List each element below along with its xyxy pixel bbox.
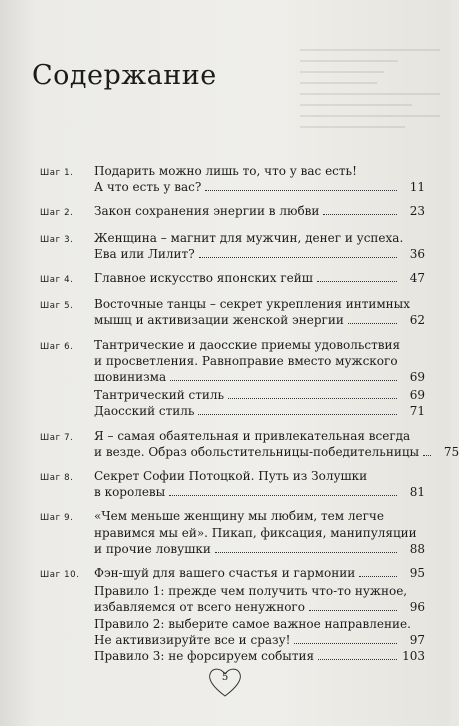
toc-line-text: А что есть у вас? — [94, 180, 202, 195]
toc-line-text: Не активизируйте все и сразу! — [94, 632, 291, 647]
toc-step-label: Шаг 7. — [40, 432, 74, 443]
dot-leader — [199, 257, 397, 258]
toc-entry — [40, 565, 425, 664]
toc-page-number: 11 — [409, 180, 425, 195]
toc-entry-body — [94, 270, 425, 288]
toc-entry — [40, 468, 425, 500]
toc-entry-body — [94, 468, 425, 500]
dot-leader — [198, 414, 397, 415]
toc-entry-body — [94, 163, 425, 195]
toc-subentries — [94, 387, 425, 419]
toc-line — [94, 632, 425, 648]
toc-line — [94, 246, 425, 262]
toc-line-text: Фэн-шуй для вашего счастья и гармонии — [94, 566, 356, 581]
toc-entry-body — [94, 565, 425, 664]
toc-line — [94, 179, 425, 195]
toc-line-text: и просветления. Равноправие вместо мужского — [94, 353, 398, 368]
toc-line-text: Восточные танцы – секрет укрепления интимных — [94, 297, 411, 312]
toc-page-number: 62 — [409, 313, 425, 328]
toc-line-text: Правило 2: выберите самое важное направление. — [94, 616, 411, 631]
toc-line — [94, 468, 425, 484]
toc-line — [94, 312, 425, 328]
page-number-ornament — [207, 665, 243, 699]
toc-line — [94, 484, 425, 500]
toc-line-text: в королевы — [94, 485, 166, 500]
dot-leader — [423, 455, 431, 456]
toc-line-text: Ева или Лилит? — [94, 246, 195, 261]
dot-leader — [205, 190, 397, 191]
toc-page-number: 23 — [409, 204, 425, 219]
toc-line — [94, 270, 425, 286]
toc-page-number: 75 — [443, 444, 459, 459]
toc-page-number: 103 — [402, 649, 425, 664]
toc-page-number: 71 — [409, 404, 425, 419]
toc-entry — [40, 163, 425, 195]
toc-line-text: Закон сохранения энергии в любви — [94, 204, 320, 219]
toc-line-text: мышц и активизации женской энергии — [94, 313, 344, 328]
toc-line — [94, 337, 425, 353]
toc-line-text: Тантрический стиль — [94, 388, 225, 403]
toc-subentries — [94, 583, 425, 664]
toc-line-text: нравимся мы ей». Пикап, фиксация, манипуляции — [94, 525, 417, 540]
toc-step-label: Шаг 1. — [40, 168, 74, 178]
toc-line — [94, 508, 425, 524]
toc-entry — [40, 203, 425, 221]
toc-line — [94, 163, 425, 179]
toc-line-text: Тантрические и даосские приемы удовольствия — [94, 337, 401, 352]
dot-leader — [323, 214, 397, 215]
dot-leader — [348, 323, 397, 324]
toc-line-text: Я – самая обаятельная и привлекательная всегда — [94, 428, 411, 443]
toc-line — [94, 599, 425, 615]
toc-line-text: шовинизма — [94, 370, 167, 385]
toc-line-text: «Чем меньше женщину мы любим, тем легче — [94, 509, 384, 524]
toc-entry — [40, 270, 425, 288]
toc-page-number: 69 — [409, 370, 425, 385]
page-title: Содержание — [32, 60, 217, 91]
toc-step-label: Шаг 5. — [40, 301, 74, 312]
toc-line — [94, 541, 425, 557]
toc-step-label: Шаг 10. — [40, 570, 80, 581]
toc-line-text: и прочие ловушки — [94, 541, 211, 556]
toc-step-label: Шаг 2. — [40, 208, 74, 219]
toc-line-text: и везде. Образ обольстительницы-победительницы — [94, 444, 420, 459]
toc-line-text: Подарить можно лишь то, что у вас есть! — [94, 164, 357, 178]
toc-page-number: 36 — [409, 246, 425, 261]
toc-step-label: Шаг 3. — [40, 234, 74, 245]
dot-leader — [215, 552, 397, 553]
toc-line — [94, 583, 425, 599]
toc-entry — [40, 428, 459, 460]
toc-page-number: 95 — [409, 566, 425, 581]
toc-entry — [40, 230, 425, 262]
dot-leader — [318, 659, 397, 660]
toc-page-number: 47 — [409, 271, 425, 286]
toc-entry-body — [94, 428, 459, 460]
toc-line — [94, 616, 425, 632]
toc-line-text: избавляемся от всего ненужного — [94, 600, 305, 615]
toc-line — [94, 444, 459, 460]
toc-line-text: Правило 3: не форсируем события — [94, 649, 315, 664]
toc-step-label: Шаг 8. — [40, 473, 74, 484]
dot-leader — [317, 281, 397, 282]
toc-page-number: 81 — [409, 485, 425, 500]
toc-entry — [40, 337, 425, 420]
toc-entry-body — [94, 230, 425, 262]
toc-line — [94, 387, 425, 403]
toc-step-label: Шаг 4. — [40, 275, 74, 286]
page-number: 5 — [221, 672, 229, 683]
toc-line-text: Даосский стиль — [94, 404, 195, 419]
toc-line — [94, 565, 425, 581]
toc-step-label: Шаг 6. — [40, 341, 74, 352]
toc-entry-body — [94, 337, 425, 420]
toc-line — [94, 648, 425, 664]
table-of-contents — [40, 163, 459, 672]
dot-leader — [169, 495, 397, 496]
toc-line — [94, 296, 425, 312]
toc-line — [94, 230, 425, 246]
toc-line — [94, 353, 425, 369]
dot-leader — [309, 610, 397, 611]
toc-page-number: 97 — [409, 632, 425, 647]
toc-entry — [40, 296, 425, 328]
toc-line-text: Правило 1: прежде чем получить что-то нужное, — [94, 584, 408, 599]
toc-line-text: Секрет Софии Потоцкой. Путь из Золушки — [94, 469, 368, 484]
toc-page-number: 88 — [409, 541, 425, 556]
toc-page-number: 69 — [409, 388, 425, 403]
toc-line — [94, 369, 425, 385]
dot-leader — [170, 380, 397, 381]
toc-page-number: 96 — [409, 600, 425, 615]
dot-leader — [294, 643, 397, 644]
toc-line-text: Главное искусство японских гейш — [94, 271, 313, 286]
toc-line — [94, 428, 459, 444]
toc-entry-body — [94, 203, 425, 221]
dot-leader — [359, 576, 397, 577]
toc-line — [94, 525, 425, 541]
toc-entry-body — [94, 296, 425, 328]
toc-line-text: Женщина – магнит для мужчин, денег и успеха. — [94, 230, 404, 245]
toc-line — [94, 203, 425, 219]
toc-entry — [40, 508, 425, 557]
toc-entry-body — [94, 508, 425, 557]
toc-line — [94, 403, 425, 419]
toc-step-label: Шаг 9. — [40, 513, 74, 524]
dot-leader — [228, 398, 397, 399]
